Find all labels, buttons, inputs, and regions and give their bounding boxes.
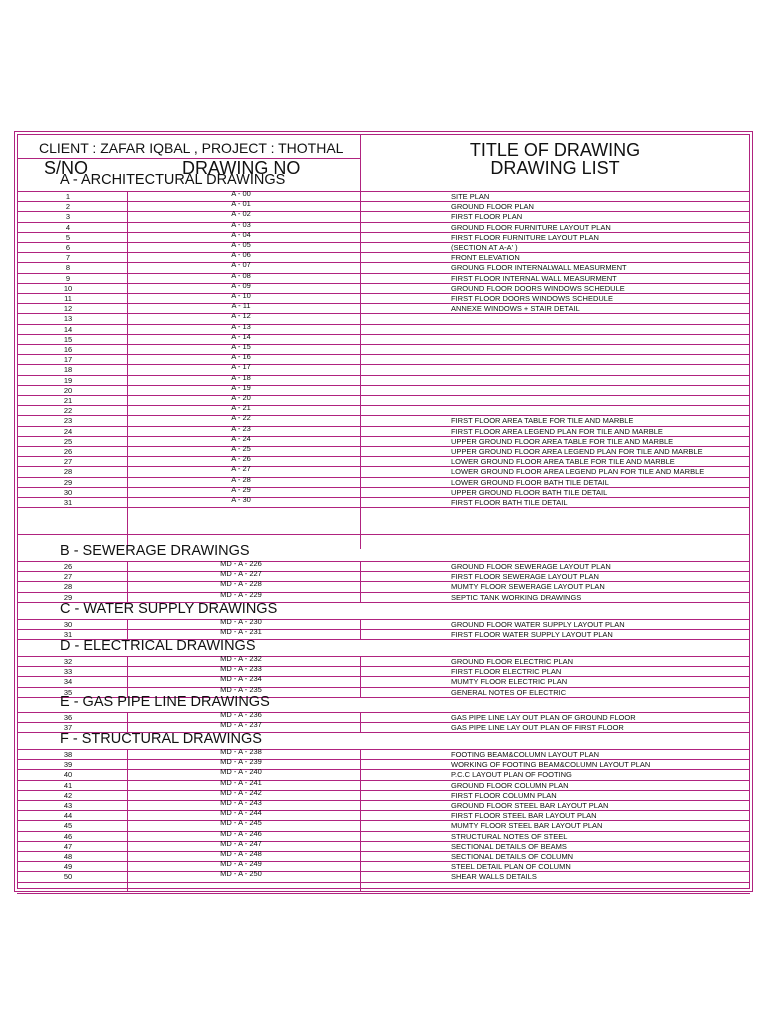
row-title: FIRST FLOOR STEEL BAR LAYOUT PLAN [451,811,597,821]
row-rule [17,534,750,535]
row-sno: 25 [63,436,73,446]
row-sno: 26 [63,562,73,571]
row-rule [17,687,750,688]
row-sno: 4 [65,222,71,232]
row-drawing-no: MD - A - 244 [220,808,262,818]
row-drawing-no: MD - A - 227 [220,569,262,579]
row-rule [17,395,750,396]
row-sno: 50 [63,872,73,882]
row-rule [17,364,750,365]
row-drawing-no: MD - A - 234 [220,674,262,684]
row-drawing-no: A - 16 [231,352,251,362]
row-drawing-no: MD - A - 247 [220,838,262,848]
row-rule [17,676,750,677]
row-rule [17,201,750,202]
row-sno: 29 [63,592,73,602]
row-rule [17,629,750,630]
row-title: FIRST FLOOR FURNITURE LAYOUT PLAN [451,232,599,242]
row-sno: 15 [63,334,73,344]
row-sno: 27 [63,572,73,582]
client-project-line: CLIENT : ZAFAR IQBAL , PROJECT : THOTHAL [39,140,344,156]
row-sno: 26 [63,447,73,456]
row-sno: 20 [63,385,73,395]
row-drawing-no: MD - A - 229 [220,589,262,599]
row-drawing-no: A - 02 [231,209,251,219]
row-rule [17,831,750,832]
row-sno: 22 [63,406,73,416]
row-drawing-no: A - 03 [231,219,251,229]
row-rule [17,841,750,842]
row-drawing-no: MD - A - 236 [220,710,262,719]
row-title: FIRST FLOOR AREA LEGEND PLAN FOR TILE AND MARBLE [451,426,663,436]
row-drawing-no: A - 08 [231,270,251,280]
row-drawing-no: MD - A - 226 [220,559,262,568]
row-rule [17,810,750,811]
row-drawing-no: A - 04 [231,229,251,239]
row-drawing-no: A - 06 [231,250,251,260]
row-sno: 33 [63,667,73,677]
row-drawing-no: MD - A - 233 [220,664,262,674]
row-rule [17,592,750,593]
row-title: FIRST FLOOR WATER SUPPLY LAYOUT PLAN [451,630,613,640]
row-drawing-no: A - 01 [231,199,251,209]
row-sno: 16 [63,345,73,354]
col-header-drawing-no: DRAWING NO [182,158,301,178]
row-rule [17,507,750,508]
row-title: SECTIONAL DETAILS OF BEAMS [451,841,567,851]
row-rule [17,375,750,376]
row-sno: 10 [63,283,73,293]
row-sno: 49 [63,862,73,872]
row-drawing-no: A - 14 [231,331,251,341]
row-sno: 42 [63,790,73,800]
row-sno: 30 [63,487,73,497]
row-drawing-no: A - 18 [231,372,251,382]
row-drawing-no: MD - A - 242 [220,787,262,797]
row-title: LOWER GROUND FLOOR AREA TABLE FOR TILE AND MARBLE [451,457,675,467]
row-sno: 2 [65,202,71,212]
row-rule [17,324,750,325]
row-rule [17,666,750,667]
row-title: SECTIONAL DETAILS OF COLUMN [451,852,574,861]
row-drawing-no: A - 26 [231,454,251,464]
row-sno: 45 [63,821,73,831]
row-title: FIRST FLOOR COLUMN PLAN [451,790,557,800]
row-drawing-no: A - 09 [231,280,251,290]
row-drawing-no: MD - A - 249 [220,859,262,869]
row-rule [17,851,750,852]
row-rule [17,871,750,872]
row-title: GROUND FLOOR ELECTRIC PLAN [451,657,574,666]
row-title: SEPTIC TANK WORKING DRAWINGS [451,592,582,602]
row-drawing-no: MD - A - 231 [220,627,262,637]
row-title: GROUND FLOOR SEWERAGE LAYOUT PLAN [451,562,611,571]
row-rule [17,497,750,498]
drawing-title: TITLE OF DRAWING [469,140,641,160]
row-title: WORKING OF FOOTING BEAM&COLUMN LAYOUT PLAN [451,760,651,770]
row-rule [17,222,750,223]
row-drawing-no: A - 10 [231,291,251,300]
row-drawing-no: A - 28 [231,474,251,484]
row-sno: 12 [63,304,73,314]
section-heading: D - ELECTRICAL DRAWINGS [60,638,256,654]
row-rule [17,415,750,416]
row-drawing-no: MD - A - 239 [220,757,262,767]
row-title: MUMTY FLOOR ELECTRIC PLAN [451,677,568,687]
section-heading: C - WATER SUPPLY DRAWINGS [60,601,278,617]
row-drawing-no: MD - A - 235 [220,684,262,694]
row-drawing-no: MD - A - 241 [220,777,262,787]
section-heading: B - SEWERAGE DRAWINGS [60,543,250,559]
row-sno: 38 [63,750,73,759]
row-title: FRONT ELEVATION [451,253,520,263]
row-drawing-no: A - 17 [231,362,251,372]
row-sno: 31 [63,498,73,507]
drawing-list-title: DRAWING LIST [490,158,620,178]
row-rule [17,334,750,335]
row-title: GROUND FLOOR STEEL BAR LAYOUT PLAN [451,801,609,810]
row-rule [17,820,750,821]
row-drawing-no: A - 29 [231,484,251,494]
row-title: SHEAR WALLS DETAILS [451,872,537,882]
row-sno: 23 [63,416,73,426]
row-sno: 5 [65,232,71,242]
row-sno: 28 [63,582,73,592]
row-drawing-no: A - 25 [231,444,251,453]
row-drawing-no: MD - A - 245 [220,818,262,828]
row-title: MUMTY FLOOR STEEL BAR LAYOUT PLAN [451,821,603,831]
row-rule [17,882,750,883]
row-sno: 3 [65,212,71,222]
row-title: GROUNG FLOOR INTERNALWALL MEASURMENT [451,263,627,273]
row-rule [17,893,750,894]
row-rule [17,262,750,263]
row-title: STEEL DETAIL PLAN OF COLUMN [451,862,571,872]
row-rule [17,313,750,314]
row-sno: 7 [65,253,71,263]
row-sno: 40 [63,770,73,780]
row-sno: 36 [63,713,73,722]
row-sno: 19 [63,375,73,385]
col-divider [360,191,361,549]
row-rule [17,273,750,274]
row-drawing-no: MD - A - 230 [220,617,262,626]
row-rule [17,790,750,791]
row-sno: 46 [63,831,73,841]
row-title: FIRST FLOOR DOORS WINDOWS SCHEDULE [451,294,613,303]
row-title: GAS PIPE LINE LAY OUT PLAN OF FIRST FLOOR [451,723,624,733]
row-drawing-no: MD - A - 250 [220,869,262,879]
row-rule [17,211,750,212]
row-sno: 43 [63,801,73,810]
row-rule [17,344,750,345]
row-drawing-no: A - 24 [231,433,251,443]
row-sno: 31 [63,630,73,640]
row-title: GAS PIPE LINE LAY OUT PLAN OF GROUND FLOOR [451,713,636,722]
row-title: FIRST FLOOR ELECTRIC PLAN [451,667,562,677]
row-drawing-no: MD - A - 228 [220,579,262,589]
row-drawing-no: A - 00 [231,189,251,198]
row-sno: 24 [63,426,73,436]
row-sno: 32 [63,657,73,666]
row-title: FIRST FLOOR SEWERAGE LAYOUT PLAN [451,572,599,582]
row-title: LOWER GROUND FLOOR AREA LEGEND PLAN FOR TILE AND MARBLE [451,467,705,477]
row-sno: 47 [63,841,73,851]
row-sno: 39 [63,760,73,770]
row-rule [17,477,750,478]
row-title: MUMTY FLOOR SEWERAGE LAYOUT PLAN [451,582,605,592]
row-sno: 11 [64,294,72,303]
row-sno: 41 [63,780,73,790]
row-sno: 13 [63,314,73,324]
row-sno: 21 [63,396,73,405]
row-sno: 9 [65,273,71,283]
row-sno: 18 [63,365,73,375]
row-title: SITE PLAN [451,192,490,201]
section-heading: A - ARCHITECTURAL DRAWINGS [60,172,286,188]
row-sno: 44 [63,811,73,821]
row-title: GROUND FLOOR WATER SUPPLY LAYOUT PLAN [451,620,625,629]
row-drawing-no: A - 12 [231,311,251,321]
row-drawing-no: A - 11 [231,301,251,311]
row-drawing-no: A - 20 [231,393,251,402]
section-heading: E - GAS PIPE LINE DRAWINGS [60,694,270,710]
row-rule [17,769,750,770]
row-sno: 28 [63,467,73,477]
row-drawing-no: MD - A - 246 [220,828,262,838]
row-title: ANNEXE WINDOWS + STAIR DETAIL [451,304,580,314]
row-title: FIRST FLOOR BATH TILE DETAIL [451,498,568,507]
row-title: FIRST FLOOR INTERNAL WALL MEASURMENT [451,273,617,283]
row-title: STRUCTURAL NOTES OF STEEL [451,831,568,841]
row-sno: 37 [63,723,73,733]
row-sno: 17 [63,355,73,365]
row-rule [17,722,750,723]
row-title: FOOTING BEAM&COLUMN LAYOUT PLAN [451,750,600,759]
row-rule [17,293,750,294]
row-rule [17,780,750,781]
row-rule [17,303,750,304]
row-rule [17,571,750,572]
row-title: UPPER GROUND FLOOR AREA LEGEND PLAN FOR TILE AND MARBLE [451,447,703,456]
row-drawing-no: A - 27 [231,464,251,474]
row-sno: 29 [63,477,73,487]
row-title: FIRST FLOOR PLAN [451,212,523,222]
row-sno: 1 [65,192,71,201]
section-heading: F - STRUCTURAL DRAWINGS [60,731,262,747]
row-title: P.C.C LAYOUT PLAN OF FOOTING [451,770,572,780]
row-drawing-no: A - 07 [231,260,251,270]
col-header-sno: S/NO [44,158,89,178]
row-rule [17,800,750,801]
row-sno: 30 [63,620,73,629]
row-drawing-no: MD - A - 243 [220,798,262,807]
row-drawing-no: A - 22 [231,413,251,423]
row-title: GROUND FLOOR PLAN [451,202,534,212]
row-drawing-no: A - 13 [231,321,251,331]
row-title: FIRST FLOOR AREA TABLE FOR TILE AND MARBLE [451,416,634,426]
row-sno: 34 [63,677,73,687]
row-sno: 48 [63,852,73,861]
row-title: LOWER GROUND FLOOR BATH TILE DETAIL [451,477,609,487]
row-drawing-no: A - 05 [231,240,251,249]
row-sno: 35 [63,687,73,697]
row-drawing-no: A - 21 [231,403,251,413]
row-drawing-no: A - 23 [231,423,251,433]
row-rule [17,581,750,582]
row-drawing-no: MD - A - 238 [220,747,262,756]
row-rule [17,861,750,862]
row-title: GROUND FLOOR FURNITURE LAYOUT PLAN [451,222,611,232]
row-title: GROUND FLOOR COLUMN PLAN [451,780,569,790]
col-divider [127,191,128,549]
row-title: (SECTION AT A-A' ) [451,243,518,252]
row-drawing-no: A - 19 [231,382,251,392]
row-title: GROUND FLOOR DOORS WINDOWS SCHEDULE [451,283,625,293]
row-rule [17,385,750,386]
row-title: GENERAL NOTES OF ELECTRIC [451,687,567,697]
row-sno: 14 [63,324,73,334]
row-drawing-no: MD - A - 248 [220,849,262,858]
row-rule [17,487,750,488]
row-rule [17,354,750,355]
row-title: UPPER GROUND FLOOR AREA TABLE FOR TILE AND MARBLE [451,436,674,446]
row-sno: 27 [63,457,73,467]
row-rule [17,405,750,406]
row-rule [17,283,750,284]
row-title: UPPER GROUND FLOOR BATH TILE DETAIL [451,487,608,497]
row-rule [17,232,750,233]
row-sno: 6 [65,243,71,252]
row-drawing-no: MD - A - 237 [220,720,262,730]
row-drawing-no: MD - A - 240 [220,767,262,777]
row-rule [17,242,750,243]
row-rule [17,252,750,253]
row-sno: 8 [65,263,71,273]
row-drawing-no: A - 15 [231,342,251,351]
row-drawing-no: A - 30 [231,495,251,504]
row-drawing-no: MD - A - 232 [220,654,262,663]
